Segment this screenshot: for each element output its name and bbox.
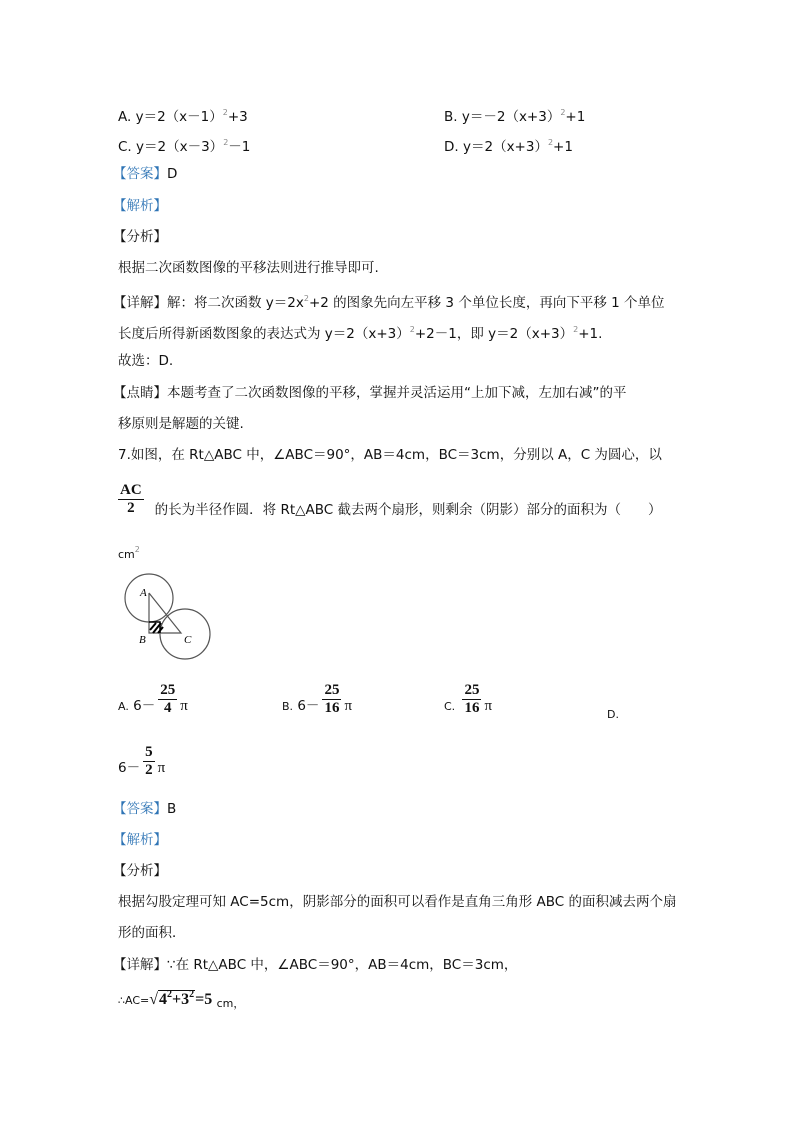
q7-stem-line1: 7.如图，在 Rt△ABC 中，∠ABC＝90°，AB＝4cm，BC＝3cm，分别以 A，C 为圆心，以 — [118, 447, 662, 463]
q6-dianjing-line1: 【点睛】本题考查了二次函数图像的平移，掌握并灵活运用“上加下减，左加右减”的平 — [113, 385, 627, 401]
q6-detail-line2: 长度后所得新函数图象的表达式为 $y=2(x+3)^2+2-1$，即 $y=2(x+3)^2+1$. — [118, 325, 603, 342]
q7-stem-line2: $\frac{AC}{2}$ 的长为半径作圆．将 Rt△ABC 截去两个扇形，则剩余（阴影）部分的面积为（ ） — [120, 482, 662, 518]
q6-option-c: C. $y=2(x-3)^2-1$ — [118, 138, 251, 155]
q7-unit: $cm^2$ — [118, 545, 140, 561]
q6-choice: 故选：D. — [118, 353, 174, 369]
q6-jiexi-heading: 【解析】 — [113, 198, 167, 214]
q6-answer: 【答案】D — [113, 166, 178, 182]
q6-option-a: A. $y=2(x-1)^2+3$ — [118, 108, 248, 125]
q7-fenxi-line1: 根据勾股定理可知 AC=5cm，阴影部分的面积可以看作是直角三角形 ABC 的面积减去两个扇 — [118, 894, 677, 910]
q7-option-c: C. $\frac{25}{16}$ π — [444, 682, 493, 716]
fraction-ac-over-2: $\frac{AC}{2}$ — [120, 482, 142, 516]
q7-detail-line1: 【详解】∵在 Rt△ABC 中，∠ABC＝90°，AB＝4cm，BC＝3cm， — [113, 957, 518, 973]
q7-answer: 【答案】B — [113, 801, 177, 817]
label-a: A — [140, 587, 147, 599]
q7-option-a: A. 6－ $\frac{25}{4}$ π — [118, 682, 188, 716]
q7-option-d: 6－ $\frac{5}{2}$ π — [118, 744, 166, 778]
triangle-circles-figure — [120, 568, 220, 664]
q6-fenxi-heading: 【分析】 — [113, 229, 167, 245]
q7-jiexi-heading: 【解析】 — [113, 832, 167, 848]
q7-option-d-label: D. — [607, 708, 619, 721]
label-b: B — [139, 634, 146, 646]
sqrt-expression: $√4^2+3^2=5$ — [149, 989, 213, 1008]
q6-dianjing-line2: 移原则是解题的关键. — [118, 416, 244, 432]
shaded-region — [150, 623, 163, 633]
q6-fenxi-text: 根据二次函数图像的平移法则进行推导即可. — [118, 260, 379, 276]
q7-detail-line2: $\therefore AC=√4^2+3^2=5$ $_{cm,}$ — [118, 989, 245, 1010]
q7-option-b: B. 6－ $\frac{25}{16}$ π — [282, 682, 353, 716]
q7-fenxi-heading: 【分析】 — [113, 863, 167, 879]
q6-option-d: D. $y=2(x+3)^2+1$ — [444, 138, 573, 155]
q7-fenxi-line2: 形的面积． — [118, 925, 186, 941]
label-c: C — [184, 634, 192, 646]
q6-detail-line1: 【详解】解：将二次函数 $y=2x^2+2$ 的图象先向左平移 3 个单位长度，再向下平移 1 个单位 — [113, 294, 665, 311]
q6-option-b: B. $y=-2(x+3)^2+1$ — [444, 108, 586, 125]
